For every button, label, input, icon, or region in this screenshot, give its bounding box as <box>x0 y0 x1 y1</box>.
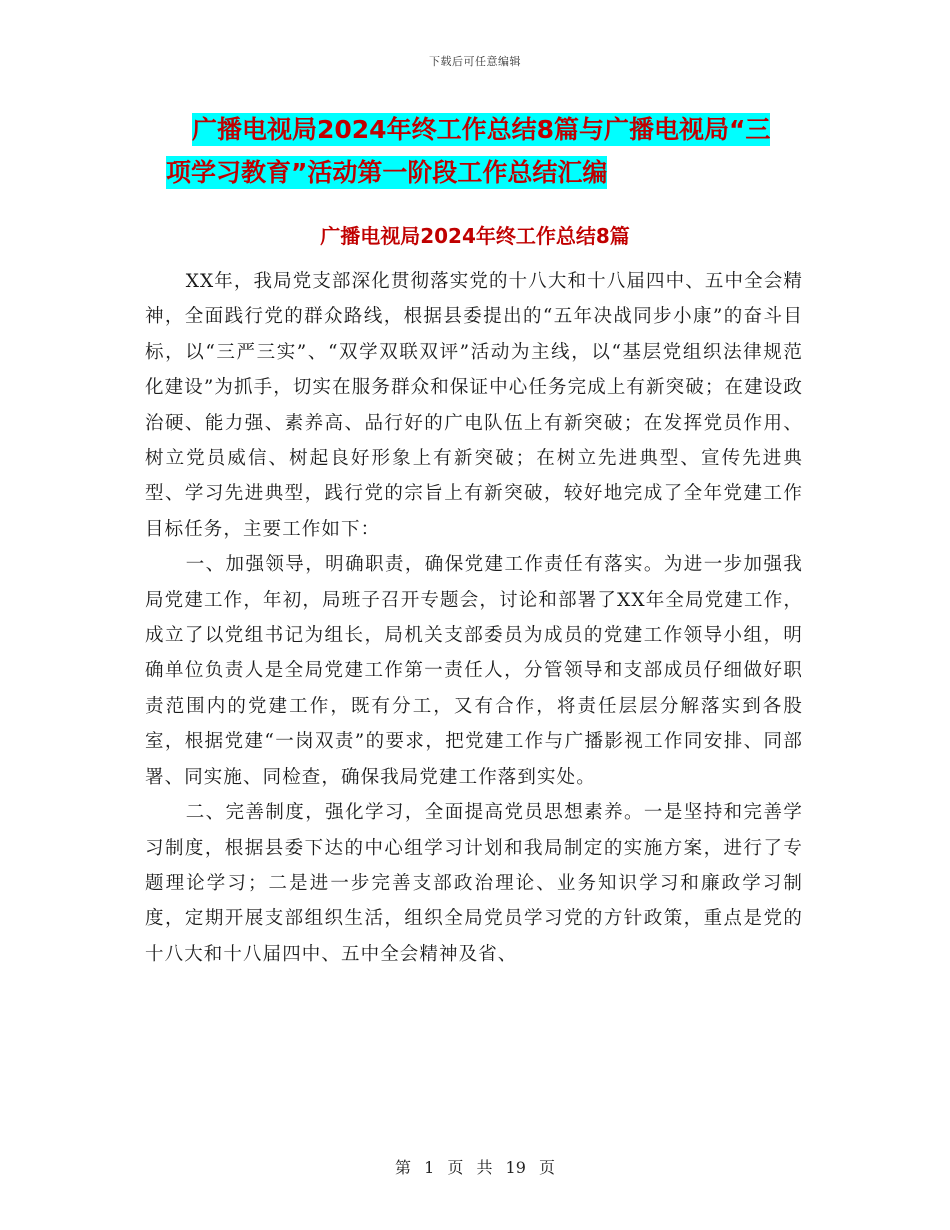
page-number-footer: 第 1 页 共 19 页 <box>395 1158 555 1177</box>
section-title: 广播电视局2024年终工作总结8篇 <box>320 224 630 248</box>
body-paragraph-2: 一、加强领导，明确职责，确保党建工作责任有落实。为进一步加强我局党建工作，年初，局班子召开专题会，讨论和部署了XX年全局党建工作，成立了以党组书记为组长，局机关支部委员为成员的党建工作领导小组，明确单位负责人是全局党建工作第一责任人，分管领导和支部成员仔细做好职责范围内的党建工作，既有分工，又有合作，将责任层层分解落实到各股室，根据党建“一岗双责”的要求，把党建工作与广播影视工作同安排、同部署、同实施、同检查，确保我局党建工作落到实处。 <box>145 554 803 788</box>
body-paragraph-1: XX年，我局党支部深化贯彻落实党的十八大和十八届四中、五中全会精神，全面践行党的群众路线，根据县委提出的“五年决战同步小康”的奋斗目标，以“三严三实”、“双学双联双评”活动为主线，以“基层党组织法律规范化建设”为抓手，切实在服务群众和保证中心任务完成上有新突破；在建设政治硬、能力强、素养高、品行好的广电队伍上有新突破；在发挥党员作用、树立党员威信、树起良好形象上有新突破；在树立先进典型、宣传先进典型、学习先进典型，践行党的宗旨上有新突破，较好地完成了全年党建工作目标任务，主要工作如下： <box>145 271 803 540</box>
document-title-line-1 <box>140 108 820 151</box>
document-title-line-2 <box>140 151 820 194</box>
document-body <box>145 264 803 972</box>
document-title-line-2-text: 项学习教育”活动第一阶段工作总结汇编 <box>166 158 608 187</box>
page-header-note: 下载后可任意编辑 <box>429 55 521 68</box>
document-title <box>140 108 820 194</box>
body-paragraph-3: 二、完善制度，强化学习，全面提高党员思想素养。一是坚持和完善学习制度，根据县委下达的中心组学习计划和我局制定的实施方案，进行了专题理论学习；二是进一步完善支部政治理论、业务知识学习和廉政学习制度，定期开展支部组织生活，组织全局党员学习党的方针政策，重点是党的十八大和十八届四中、五中全会精神及省、 <box>145 802 803 965</box>
document-title-line-1-text: 广播电视局2024年终工作总结8篇与广播电视局“三 <box>192 115 771 144</box>
